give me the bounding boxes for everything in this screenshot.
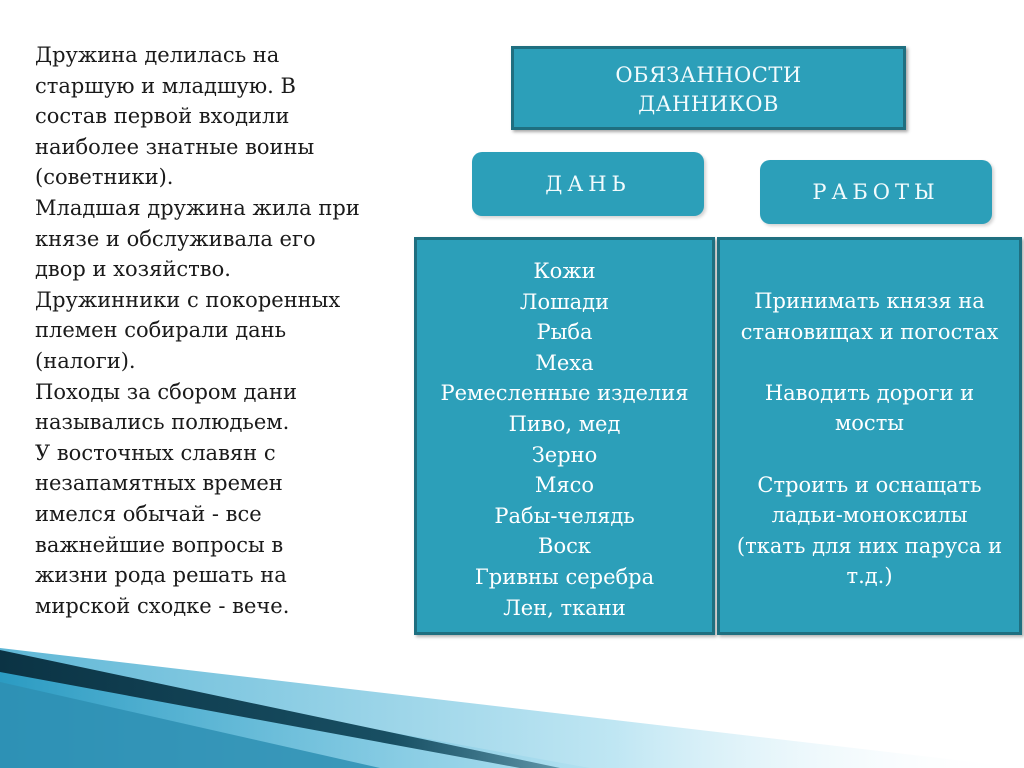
dan-item: Гривны серебра [474, 564, 655, 589]
dan-item: Кожи [533, 259, 596, 283]
dan-item: Меха [535, 350, 594, 375]
branch-dan-label: ДАНЬ [472, 152, 704, 216]
diagram-title-line: ОБЯЗАННОСТИ [615, 63, 802, 87]
raboty-item-line: мосты [834, 411, 905, 436]
text-line: Дружина делилась на [35, 43, 280, 67]
dan-item: Зерно [531, 442, 598, 467]
raboty-item-line: ладьи-моноксилы [771, 503, 968, 528]
raboty-item-line: Принимать князя на [754, 289, 985, 313]
raboty-item-line: становищах и погостах [740, 319, 999, 344]
text-line: (советники). [35, 165, 174, 190]
text-line: имелся обычай - все [35, 501, 262, 526]
dan-item: Ремесленные изделия [440, 381, 689, 406]
raboty-item [720, 286, 1019, 347]
text-line: Походы за сбором дани [35, 379, 297, 404]
text-line: старшую и младшую. В [35, 73, 296, 98]
dружина-description-text [35, 40, 380, 621]
text-line: незапамятных времен [35, 471, 283, 496]
text-line: жизни рода решать на [35, 563, 287, 588]
decorative-stripes [0, 620, 1024, 768]
dan-item: Воск [538, 534, 591, 559]
text-line: важнейшие вопросы в [35, 532, 284, 557]
branch-raboty-label: РАБОТЫ [760, 160, 992, 224]
raboty-item-line: т.д.) [846, 564, 893, 589]
dan-item: Мясо [534, 473, 595, 498]
text-line: (налоги). [35, 348, 136, 373]
text-line: Младшая дружина жила при [35, 195, 360, 220]
dan-item: Рабы-челядь [494, 503, 635, 528]
raboty-item [720, 378, 1019, 439]
text-line: У восточных славян с [35, 440, 276, 465]
text-line: Дружинники с покоренных [35, 287, 341, 312]
text-line: племен собирали дань [35, 318, 287, 343]
text-line: состав первой входили [35, 104, 290, 129]
dan-item: Лен, ткани [503, 595, 626, 620]
raboty-item-line: Наводить дороги и [764, 380, 975, 405]
text-line: наиболее знатные воины [35, 134, 315, 159]
raboty-item-line: Строить и оснащать [757, 472, 982, 497]
raboty-item-line: (ткать для них паруса и [736, 533, 1003, 558]
text-line: двор и хозяйство. [35, 257, 231, 282]
diagram-title-line: ДАННИКОВ [638, 92, 779, 116]
raboty-item [720, 470, 1019, 592]
diagram-title-box [511, 46, 906, 130]
dan-items-panel [414, 237, 715, 635]
text-line: мирской сходке - вече. [35, 593, 290, 618]
text-line: назывались полюдьем. [35, 410, 290, 435]
dan-item: Рыба [536, 320, 593, 345]
dan-item: Пиво, мед [508, 411, 621, 436]
raboty-items-panel [717, 237, 1022, 635]
dan-item: Лошади [519, 289, 610, 314]
text-line: князе и обслуживала его [35, 226, 316, 251]
